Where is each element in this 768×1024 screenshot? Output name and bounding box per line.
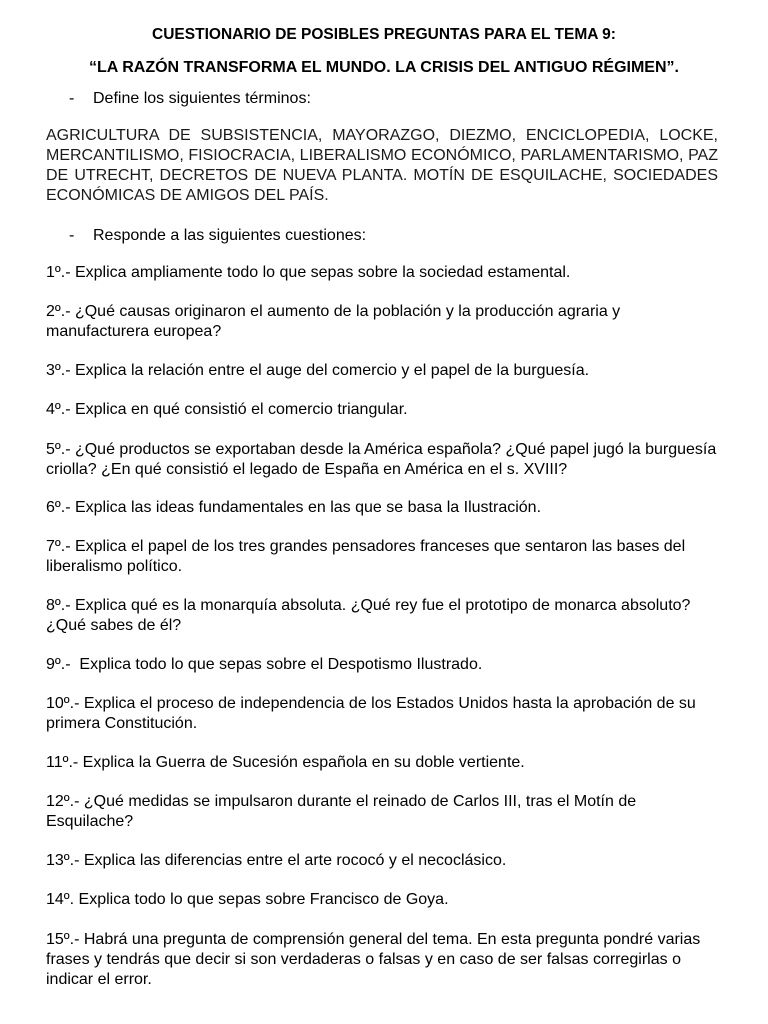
question-8: 8º.- Explica qué es la monarquía absoluta. ¿Qué rey fue el prototipo de monarca absoluto? ¿Qué sabes de él? [46, 597, 691, 634]
bullet-dash: - [69, 227, 75, 244]
question-5: 5º.- ¿Qué productos se exportaban desde la América española? ¿Qué papel jugó la burguesía criolla? ¿En qué consistió el legado de España en América en el s. XVIII? [46, 441, 717, 478]
section-heading-respond [69, 226, 366, 246]
document-title: CUESTIONARIO DE POSIBLES PREGUNTAS PARA EL TEMA 9: [152, 26, 616, 43]
question-6: 6º.- Explica las ideas fundamentales en las que se basa la Ilustración. [46, 499, 542, 516]
question-7: 7º.- Explica el papel de los tres grandes pensadores franceses que sentaron las bases del liberalismo político. [46, 538, 686, 575]
section-heading-define-text: Define los siguientes términos: [93, 90, 311, 107]
question-10: 10º.- Explica el proceso de independencia de los Estados Unidos hasta la aprobación de su primera Constitución. [46, 695, 696, 732]
question-2: 2º.- ¿Qué causas originaron el aumento de la población y la producción agraria y manufacturera europea? [46, 303, 621, 340]
bullet-dash: - [69, 90, 75, 107]
question-1: 1º.- Explica ampliamente todo lo que sepas sobre la sociedad estamental. [46, 264, 571, 281]
question-12: 12º.- ¿Qué medidas se impulsaron durante el reinado de Carlos III, tras el Motín de Esquilache? [46, 793, 637, 830]
question-4: 4º.- Explica en qué consistió el comercio triangular. [46, 401, 408, 418]
section-heading-define [69, 89, 311, 109]
question-11: 11º.- Explica la Guerra de Sucesión española en su doble vertiente. [46, 754, 525, 771]
question-3: 3º.- Explica la relación entre el auge del comercio y el papel de la burguesía. [46, 362, 590, 379]
question-15: 15º.- Habrá una pregunta de comprensión general del tema. En esta pregunta pondré varias frases y tendrás que decir si son verdaderas o falsas y en caso de ser falsas corregirlas o indicar el error. [46, 931, 701, 988]
question-9: 9º.- Explica todo lo que sepas sobre el Despotismo Ilustrado. [46, 656, 483, 673]
terms-list: AGRICULTURA DE SUBSISTENCIA, MAYORAZGO, DIEZMO, ENCICLOPEDIA, LOCKE, MERCANTILISMO, FISIOCRACIA, LIBERALISMO ECONÓMICO, PARLAMENTARISMO, PAZ DE UTRECHT, DECRETOS DE NUEVA PLANTA. MOTÍN DE ESQUILACHE, SOCIEDADES ECONÓMICAS DE AMIGOS DEL PAÍS. [46, 127, 718, 204]
document-subtitle: “LA RAZÓN TRANSFORMA EL MUNDO. LA CRISIS DEL ANTIGUO RÉGIMEN”. [89, 59, 679, 76]
question-13: 13º.- Explica las diferencias entre el arte rococó y el necoclásico. [46, 852, 507, 869]
section-heading-respond-text: Responde a las siguientes cuestiones: [93, 227, 367, 244]
question-14: 14º. Explica todo lo que sepas sobre Francisco de Goya. [46, 891, 449, 908]
